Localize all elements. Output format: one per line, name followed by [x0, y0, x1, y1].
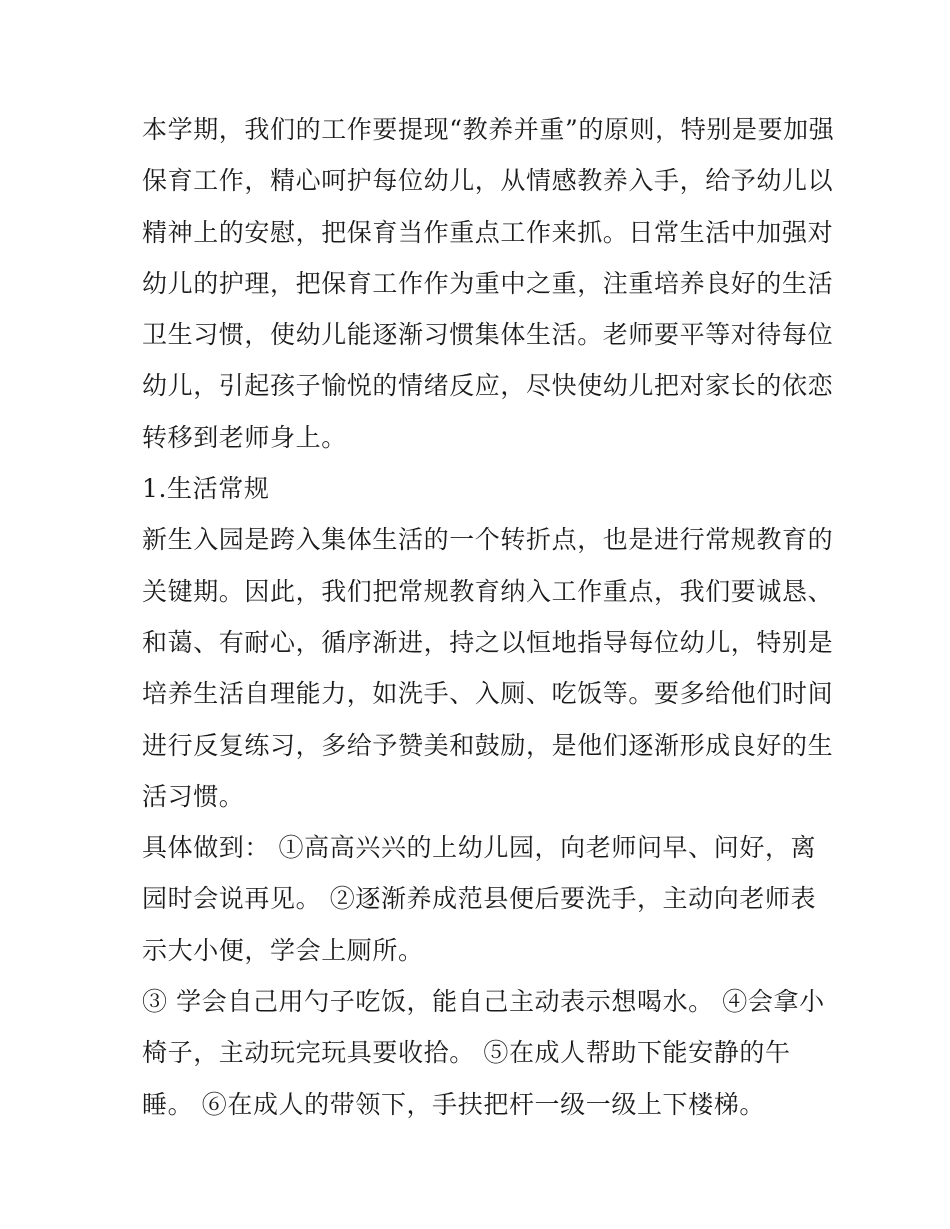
paragraph-routine	[142, 514, 832, 822]
text-line: 培养生活自理能力，如洗手、入厕、吃饭等。要多给他们时间	[142, 679, 834, 709]
text-line: 睡。 ⑥在成人的带领下，手扶把杆一级一级上下楼梯。	[142, 1089, 765, 1119]
text-line: 示大小便，学会上厕所。	[142, 935, 424, 965]
text-line: 具体做到： ①高高兴兴的上幼儿园，向老师问早、问好，离	[142, 833, 817, 863]
text-line: 椅子，主动玩完玩具要收拾。 ⑤在成人帮助下能安静的午	[142, 1038, 791, 1068]
section-heading: 1.生活常规	[142, 474, 270, 504]
text-line: 转移到老师身上。	[142, 422, 347, 452]
document-body	[142, 104, 835, 1130]
text-line: 幼儿，引起孩子愉悦的情绪反应，尽快使幼儿把对家长的依恋	[142, 371, 834, 401]
text-line: 保育工作，精心呵护每位幼儿，从情感教养入手，给予幼儿以	[142, 166, 834, 196]
paragraph-specific	[142, 822, 832, 976]
text-line: 本学期，我们的工作要提现“教养并重”的原则，特别是要加强	[142, 115, 835, 144]
text-line: 园时会说再见。 ②逐渐养成范县便后要洗手，主动向老师表	[142, 884, 817, 914]
text-line: 精神上的安慰，把保育当作重点工作来抓。日常生活中加强对	[142, 217, 834, 247]
text-line: 进行反复练习，多给予赞美和鼓励，是他们逐渐形成良好的生	[142, 730, 834, 760]
text-line: 卫生习惯，使幼儿能逐渐习惯集体生活。老师要平等对待每位	[142, 320, 834, 350]
text-line: 幼儿的护理，把保育工作作为重中之重，注重培养良好的生活	[142, 268, 834, 298]
text-line: 新生入园是跨入集体生活的一个转折点，也是进行常规教育的	[142, 525, 834, 555]
paragraph-intro	[142, 104, 835, 463]
text-line: 活习惯。	[142, 781, 245, 811]
paragraph-items	[142, 976, 832, 1130]
text-line: 关键期。因此，我们把常规教育纳入工作重点，我们要诚恳、	[142, 576, 834, 606]
text-line: 和蔼、有耐心，循序渐进，持之以恒地指导每位幼儿，特别是	[142, 627, 834, 657]
text-line: ③ 学会自己用勺子吃饭，能自己主动表示想喝水。 ④会拿小	[142, 987, 825, 1017]
